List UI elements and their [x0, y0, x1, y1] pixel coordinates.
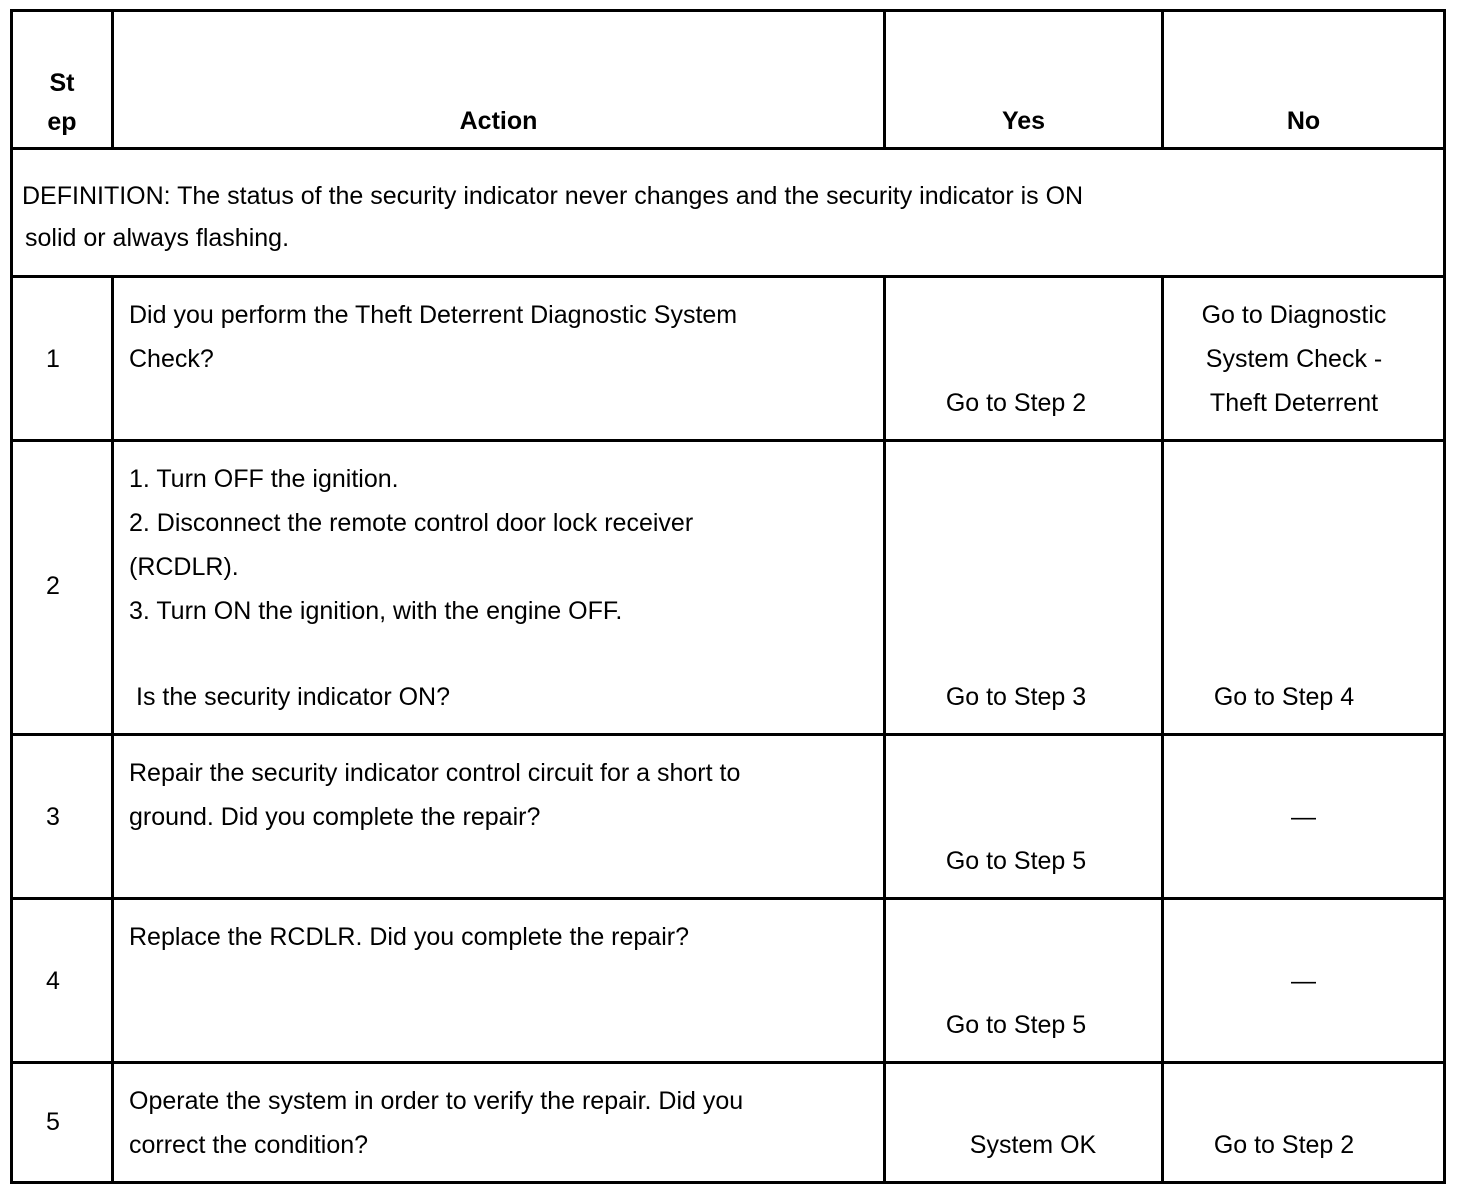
- no-result: Go to Diagnostic System Check - Theft Deterrent: [1201, 301, 1387, 417]
- step-number: 2: [46, 572, 60, 600]
- header-no: No: [1286, 107, 1321, 135]
- step-number: 3: [46, 803, 60, 831]
- diagnostic-table: [10, 9, 1446, 1184]
- yes-result: Go to Step 5: [945, 1011, 1087, 1039]
- header-action: Action: [459, 107, 538, 135]
- action-text: Repair the security indicator control circuit for a short to ground. Did you complete the repair?: [129, 759, 741, 831]
- yes-result: Go to Step 2: [945, 389, 1087, 417]
- step-number: 5: [46, 1108, 60, 1136]
- no-result: —: [1291, 803, 1316, 831]
- yes-result: Go to Step 3: [945, 683, 1087, 711]
- yes-result: System OK: [969, 1131, 1097, 1159]
- yes-result: Go to Step 5: [945, 847, 1087, 875]
- header-step: St ep: [47, 69, 77, 136]
- action-text: 1. Turn OFF the ignition. 2. Disconnect the remote control door lock receiver (RCDLR). 3. Turn ON the ignition, with the engine OFF.: [129, 465, 694, 625]
- step-number: 1: [46, 345, 60, 373]
- definition-text: DEFINITION: The status of the security indicator never changes and the security indicator is ON solid or always flashing.: [22, 182, 1084, 252]
- action-question: Is the security indicator ON?: [136, 683, 451, 711]
- action-text: Did you perform the Theft Deterrent Diagnostic System Check?: [129, 301, 738, 373]
- action-text: Operate the system in order to verify the repair. Did you correct the condition?: [129, 1087, 744, 1159]
- step-number: 4: [46, 967, 60, 995]
- no-result: —: [1291, 967, 1316, 995]
- no-result: Go to Step 2: [1213, 1131, 1355, 1159]
- no-result: Go to Step 4: [1213, 683, 1355, 711]
- header-yes: Yes: [1001, 107, 1046, 135]
- action-text: Replace the RCDLR. Did you complete the repair?: [129, 923, 689, 951]
